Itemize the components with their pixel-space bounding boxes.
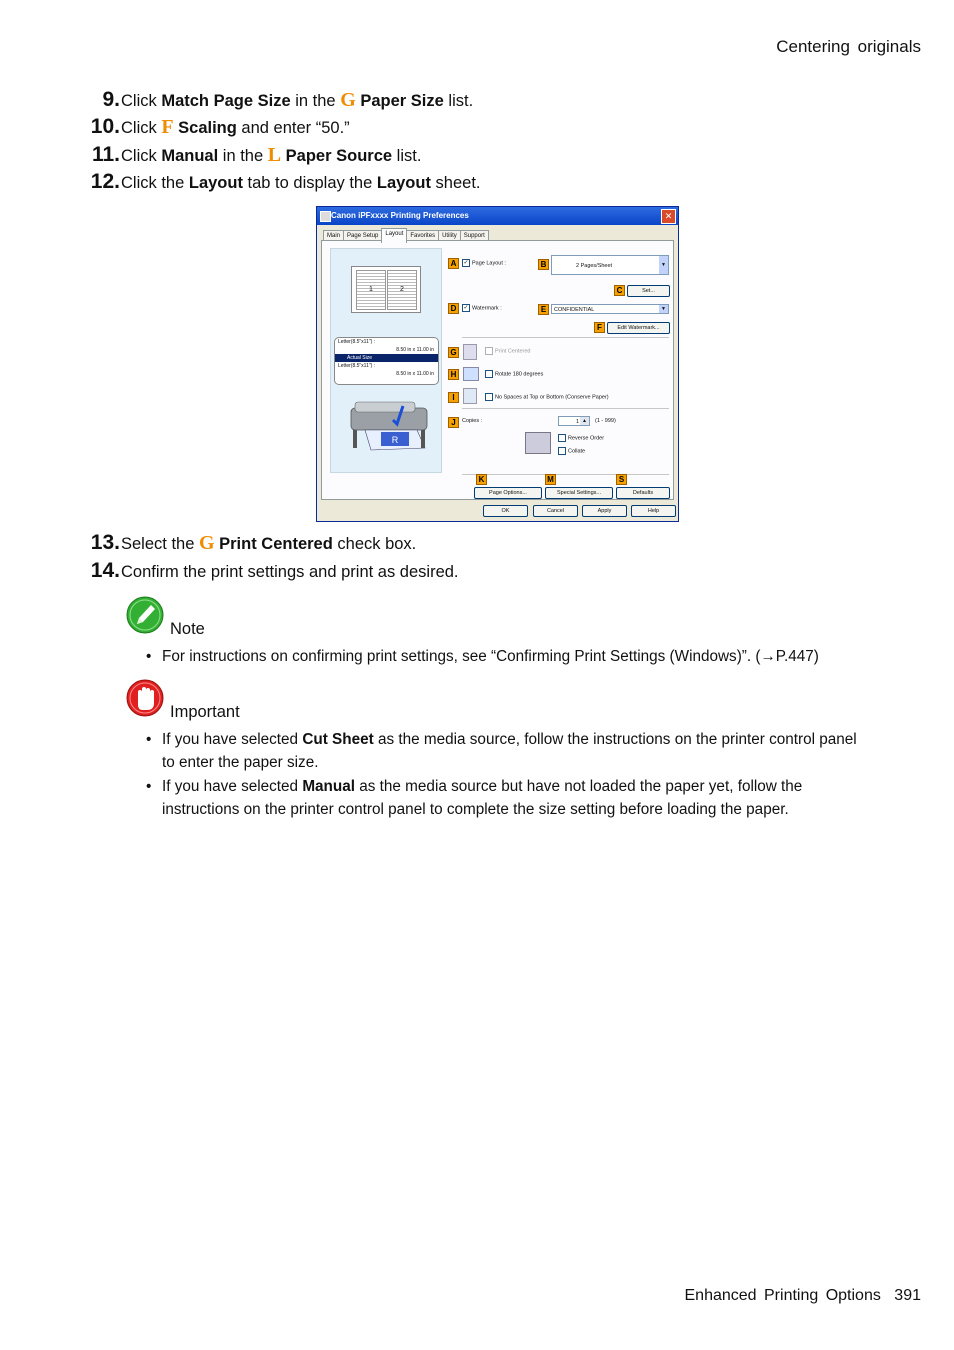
label-s: S: [616, 474, 627, 485]
tab-favorites[interactable]: Favorites: [406, 230, 439, 243]
step-10: [80, 115, 350, 139]
print-centered-checkbox[interactable]: [485, 347, 493, 355]
step-number: 12.: [90, 170, 120, 193]
label-b: B: [538, 259, 549, 270]
step-9: [80, 88, 473, 112]
layout-tab-panel: [321, 240, 674, 500]
step-13: [80, 531, 416, 555]
step-text: Confirm the print settings and print as desired.: [121, 563, 459, 581]
rotate-checkbox-row[interactable]: Rotate 180 degrees: [485, 370, 543, 378]
chevron-down-icon: ▼: [659, 256, 668, 274]
copies-input[interactable]: 1 ▲: [558, 416, 590, 426]
watermark-checkbox-row[interactable]: ✓ Watermark :: [463, 305, 502, 312]
note-bullet: • For instructions on confirming print settings, see “Confirming Print Settings (Windows)”. (→P.447): [146, 645, 866, 668]
step-number: 10.: [90, 115, 120, 138]
label-j: J: [448, 417, 459, 428]
printer-app-icon: [320, 211, 331, 222]
step-text: Select the G Print Centered check box.: [121, 532, 417, 554]
label-a: A: [448, 258, 459, 269]
page-layout-checkbox[interactable]: ✓: [463, 260, 469, 266]
running-footer: [685, 1287, 922, 1305]
close-icon[interactable]: ✕: [661, 209, 676, 224]
divider: [462, 337, 669, 338]
svg-text:R: R: [391, 435, 399, 445]
actual-size-row: Actual Size: [335, 354, 438, 362]
page-number: 391: [894, 1287, 921, 1304]
size-line: 8.50 in x 11.00 in: [396, 371, 434, 377]
apply-button[interactable]: Apply: [582, 505, 627, 517]
collate-icon: [525, 432, 551, 454]
print-centered-checkbox-row[interactable]: Print Centered: [485, 347, 530, 355]
label-e: E: [538, 304, 549, 315]
preview-pane: [330, 248, 442, 473]
label-d: D: [448, 303, 459, 314]
bullet-dot: •: [146, 778, 152, 795]
bullet-dot: •: [146, 731, 152, 748]
page-layout-checkbox-row[interactable]: ✓ Page Layout :: [463, 260, 506, 267]
help-button[interactable]: Help: [631, 505, 676, 517]
size-line: Letter(8.5"x11") :: [338, 339, 376, 345]
layout-thumbnail: [351, 266, 421, 313]
step-text: Click Manual in the L Paper Source list.: [121, 144, 422, 166]
step-number: 14.: [90, 559, 120, 582]
note-pencil-icon: [126, 596, 164, 634]
footer-section: Enhanced Printing Options: [684, 1287, 881, 1304]
thumb-page-2: 2: [387, 270, 417, 310]
paper-size-summary: [334, 337, 439, 385]
label-f: F: [594, 322, 605, 333]
watermark-select[interactable]: CONFIDENTIAL ▼: [551, 304, 669, 314]
no-spaces-checkbox-row[interactable]: No Spaces at Top or Bottom (Conserve Paper): [485, 393, 609, 401]
important-label: Important: [170, 703, 240, 721]
cancel-button[interactable]: Cancel: [533, 505, 578, 517]
step-number: 11.: [91, 143, 120, 166]
divider: [462, 408, 669, 409]
size-line: 8.50 in x 11.00 in: [396, 347, 434, 353]
bullet-dot: •: [146, 648, 152, 665]
copies-label: Copies :: [462, 418, 483, 424]
label-k: K: [476, 474, 487, 485]
tab-page-setup[interactable]: Page Setup: [343, 230, 382, 243]
thumb-page-1: 1: [356, 270, 386, 310]
step-number: 9.: [102, 88, 120, 111]
label-c: C: [614, 285, 625, 296]
page-layout-select[interactable]: 2 Pages/Sheet ▼: [551, 255, 669, 275]
step-14: [80, 559, 459, 583]
special-settings-button[interactable]: Special Settings...: [545, 487, 613, 499]
conserve-paper-icon: [463, 388, 477, 404]
label-i: I: [448, 392, 459, 403]
dialog-title: Canon iPFxxxx Printing Preferences: [331, 211, 469, 220]
edit-watermark-button[interactable]: Edit Watermark...: [607, 322, 670, 334]
size-line: Letter(8.5"x11") :: [338, 363, 376, 369]
rotate-checkbox[interactable]: [485, 370, 493, 378]
running-header: Centering originals: [776, 37, 921, 56]
rotate-icon: [463, 367, 479, 381]
step-number: 13.: [90, 531, 120, 554]
layout-sheet-screenshot: [316, 206, 679, 522]
tab-utility[interactable]: Utility: [438, 230, 461, 243]
label-h: H: [448, 369, 459, 380]
collate-checkbox[interactable]: [558, 447, 566, 455]
step-text: Click Match Page Size in the G Paper Size list.: [121, 89, 474, 111]
label-m: M: [545, 474, 556, 485]
step-11: [80, 143, 421, 167]
reverse-order-checkbox[interactable]: [558, 434, 566, 442]
print-centered-icon: [463, 344, 477, 360]
set-button[interactable]: Set...: [627, 285, 670, 297]
tab-main[interactable]: Main: [323, 230, 344, 243]
tab-support[interactable]: Support: [460, 230, 489, 243]
step-text: Click the Layout tab to display the Layout sheet.: [121, 174, 481, 192]
page-options-button[interactable]: Page Options...: [474, 487, 542, 499]
printer-illustration: [345, 394, 433, 452]
note-label: Note: [170, 620, 205, 638]
ok-button[interactable]: OK: [483, 505, 528, 517]
spinner-icon[interactable]: ▲: [580, 417, 589, 425]
reverse-order-checkbox-row[interactable]: Reverse Order: [558, 434, 604, 442]
dialog-titlebar: [317, 207, 678, 225]
label-g: G: [448, 347, 459, 358]
important-bullet-cut-sheet: • If you have selected Cut Sheet as the media source, follow the instructions on the printer control panel to enter the paper size.: [146, 728, 866, 774]
tab-layout[interactable]: Layout: [381, 228, 407, 243]
watermark-checkbox[interactable]: ✓: [463, 305, 469, 311]
divider: [462, 474, 669, 475]
collate-checkbox-row[interactable]: Collate: [558, 447, 585, 455]
copies-range: (1 - 999): [595, 418, 616, 424]
chevron-down-icon: ▼: [659, 305, 668, 313]
step-12: [80, 170, 481, 194]
important-bullet-manual: • If you have selected Manual as the media source but have not loaded the paper yet, follow the instructions on the printer control panel to complete the size setting before loading the paper.: [146, 775, 866, 821]
defaults-button[interactable]: Defaults: [616, 487, 670, 499]
important-hand-icon: [126, 679, 164, 717]
step-text: Click F Scaling and enter “50.”: [121, 116, 350, 138]
no-spaces-checkbox[interactable]: [485, 393, 493, 401]
